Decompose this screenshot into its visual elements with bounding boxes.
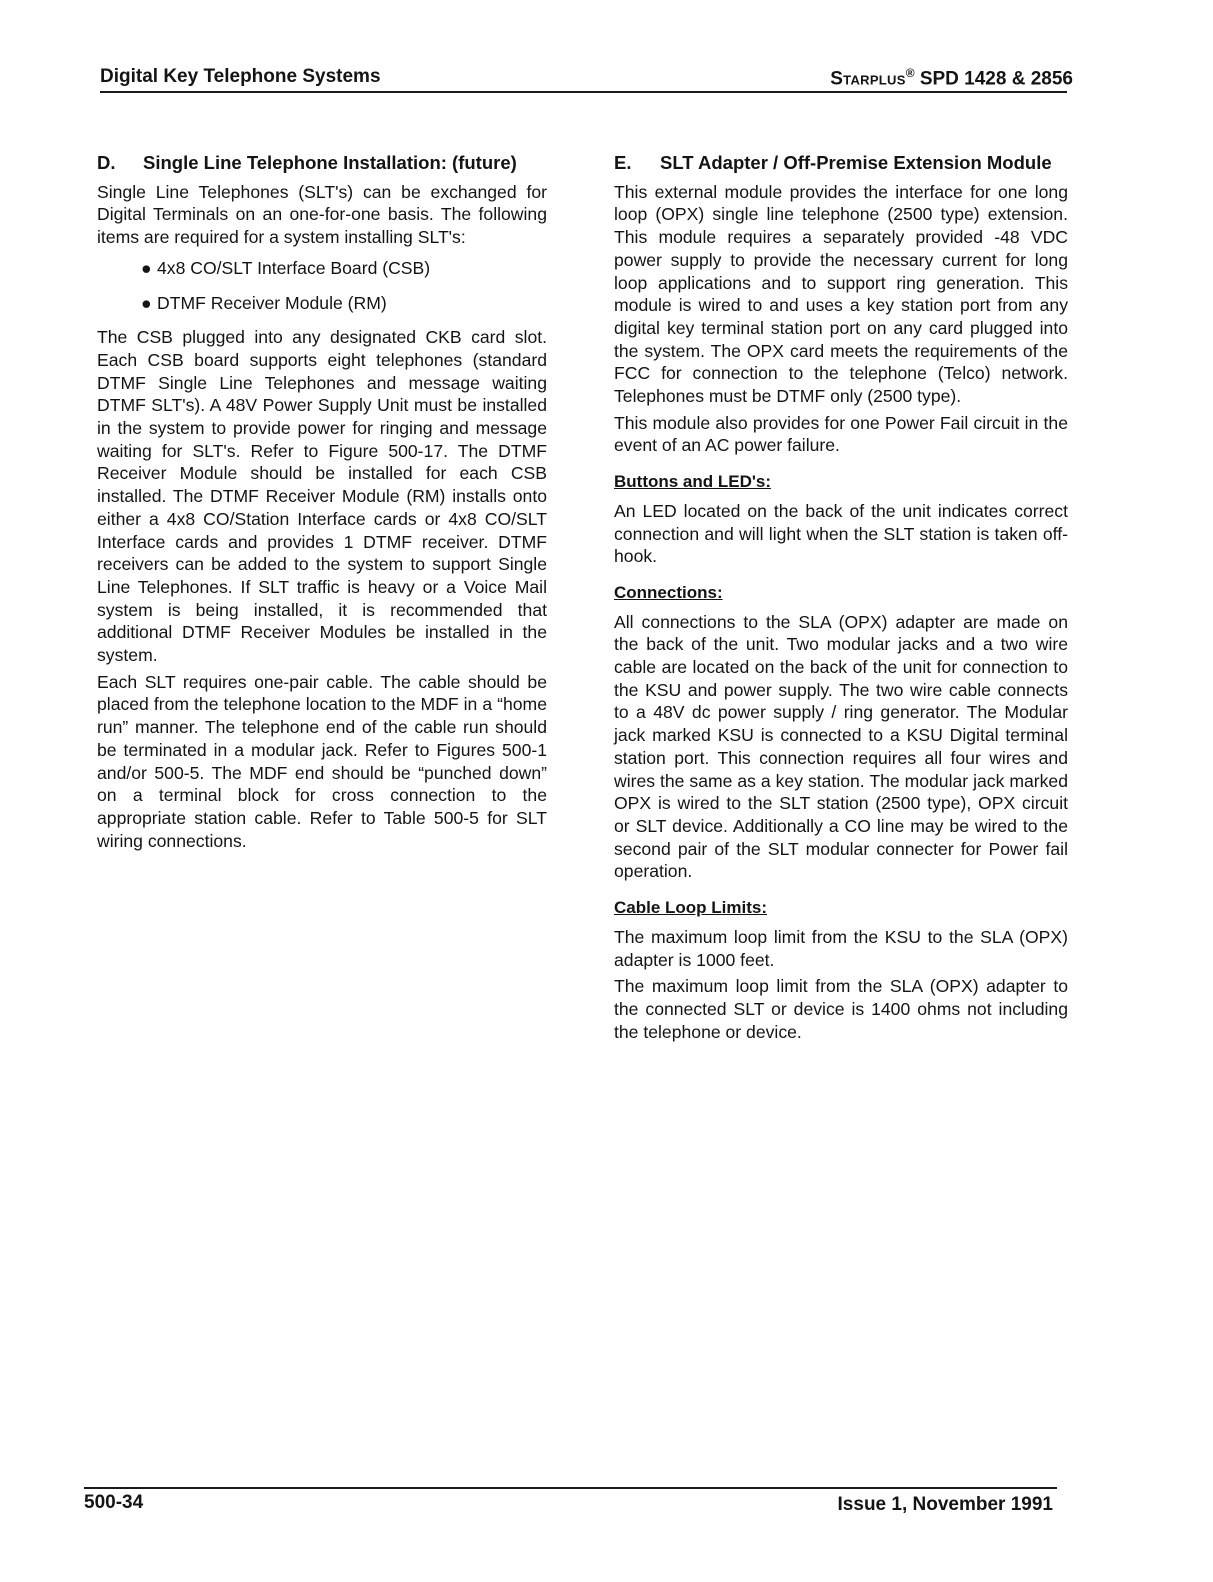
model-number: SPD 1428 & 2856 — [919, 68, 1073, 90]
section-e-letter: E. — [614, 152, 632, 173]
running-header-title: Digital Key Telephone Systems — [100, 66, 381, 87]
list-item-text: 4x8 CO/SLT Interface Board (CSB) — [157, 257, 431, 278]
section-e-paragraph-2: This module also provides for one Power Fail circuit in the event of an AC power failure. — [614, 412, 1068, 456]
section-d-letter: D. — [97, 152, 116, 173]
section-d-heading — [97, 152, 547, 175]
section-e-heading — [614, 152, 1068, 175]
left-column — [97, 150, 547, 856]
page-number: 500-34 — [84, 1492, 144, 1513]
list-item — [141, 257, 547, 280]
buttons-leds-text: An LED located on the back of the unit indicates correct connection and will light when the SLT station is taken off-hook. — [614, 500, 1068, 567]
cable-loop-limits-paragraph-2: The maximum loop limit from the SLA (OPX) adapter to the connected SLT or device is 1400 ohms not including the telephone or device. — [614, 976, 1068, 1042]
brand-name: Starplus — [830, 68, 906, 90]
bullet-icon: ● — [141, 257, 152, 278]
section-d-paragraph-3: Each SLT requires one-pair cable. The cable should be placed from the telephone location to the MDF in a “home run” manner. The telephone end of the cable run should be terminated in a modular jack. Refer to Figures 500-1 and/or 500-5. The MDF end should be “punched down” on a terminal block for cross connection to the appropriate station cable. Refer to Table 500-5 for SLT wiring connections. — [97, 671, 547, 851]
footer-rule — [84, 1487, 1057, 1489]
list-item-text: DTMF Receiver Module (RM) — [157, 292, 387, 313]
connections-text: All connections to the SLA (OPX) adapter are made on the back of the unit. Two modular jacks and a two wire cable are located on the back of the unit for connection to the KSU and power supply. The two wire cable connects to a 48V dc power supply / ring generator. The Modular jack marked KSU is connected to a KSU Digital terminal station port. This connection requires all four wires and wires the same as a key station. The modular jack marked OPX is wired to the SLT station (2500 type), OPX circuit or SLT device. Additionally a CO line may be wired to the second pair of the SLT modular connecter for Power fail operation. — [614, 611, 1068, 882]
section-e-paragraph-1: This external module provides the interface for one long loop (OPX) single line telephone (2500 type) extension. This module requires a separately provided -48 VDC power supply to provide the necessary current for long loop applications and to support ring generation. This module is wired to and uses a key station port from any digital key terminal station port on any card plugged into the system. The OPX card meets the requirements of the FCC for connection to the telephone (Telco) network. Telephones must be DTMF only (2500 type). — [614, 181, 1068, 407]
connections-heading: Connections: — [614, 582, 723, 602]
section-d-intro: Single Line Telephones (SLT's) can be exchanged for Digital Terminals on an one-for-one basis. The following items are required for a system installing SLT's: — [97, 181, 547, 248]
running-header-product — [830, 66, 1073, 90]
cable-loop-limits-heading: Cable Loop Limits: — [614, 898, 767, 918]
section-e-title: SLT Adapter / Off-Premise Extension Module — [660, 152, 1052, 173]
list-item — [141, 292, 547, 315]
section-d-paragraph-2: The CSB plugged into any designated CKB card slot. Each CSB board supports eight telephones (standard DTMF Single Line Telephones and message waiting DTMF SLT's). A 48V Power Supply Unit must be installed in the system to provide power for ringing and message waiting for SLT's. Refer to Figure 500-17. The DTMF Receiver Module should be installed for each CSB installed. The DTMF Receiver Module (RM) installs onto either a 4x8 CO/Station Interface cards or 4x8 CO/SLT Interface cards and provides 1 DTMF receiver. DTMF receivers can be added to the system to support Single Line Telephones. If SLT traffic is heavy or a Voice Mail system is being installed, it is recommended that additional DTMF Receiver Modules be installed in the system. — [97, 327, 547, 666]
header-rule — [100, 91, 1067, 93]
section-d-title: Single Line Telephone Installation: (future) — [143, 152, 517, 173]
required-items-list — [97, 257, 547, 314]
registered-mark: ® — [905, 66, 915, 80]
bullet-icon: ● — [141, 292, 152, 313]
cable-loop-limits-paragraph-1: The maximum loop limit from the KSU to the SLA (OPX) adapter is 1000 feet. — [614, 926, 1068, 970]
right-column — [614, 150, 1068, 1047]
buttons-leds-heading: Buttons and LED's: — [614, 472, 772, 492]
issue-date: Issue 1, November 1991 — [837, 1494, 1053, 1515]
